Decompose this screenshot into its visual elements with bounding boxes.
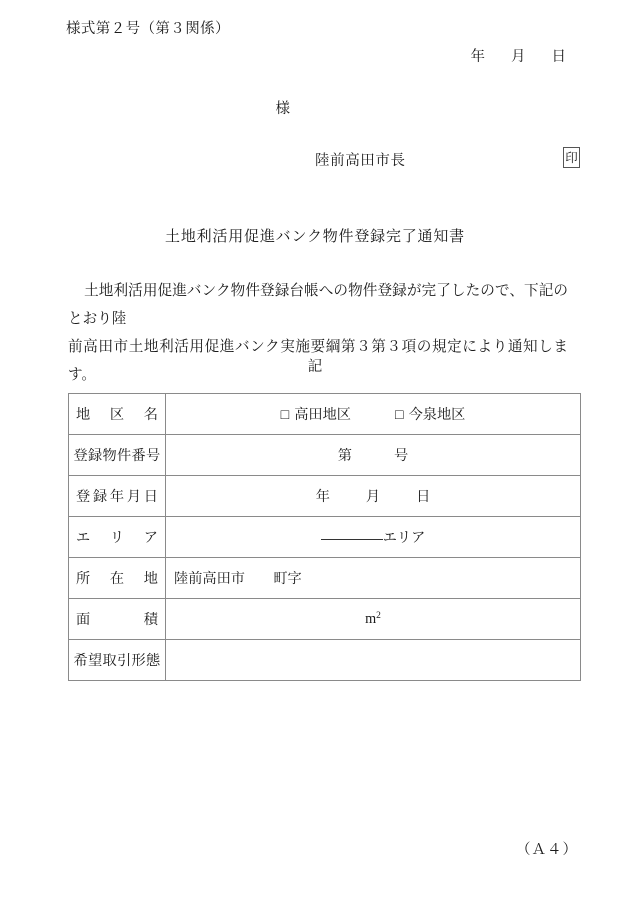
label-chars: 登録物件番号 [73,448,161,464]
document-title: 土地利活用促進バンク物件登録完了通知書 [165,229,465,245]
row-label-district [69,394,166,435]
number-prefix: 第 [337,448,352,464]
paper-size-label: （Ａ４） [516,842,578,858]
seal-box-icon: 印 [563,147,580,168]
table-row-registration-date [69,476,581,517]
row-value-district [166,394,581,435]
row-value-registration-number [166,435,581,476]
row-label-area-zone [69,517,166,558]
row-label-registration-date [69,476,166,517]
table-row-size [69,599,581,640]
row-label-transaction-type [69,640,166,681]
property-registration-table [68,393,581,681]
label-char: 登 [76,489,91,505]
label-chars [76,568,158,588]
date-year: 年 [470,49,485,65]
row-label-registration-number [69,435,166,476]
label-char: ア [143,530,158,546]
size-unit-superscript: 2 [376,610,381,621]
row-value-size [166,599,581,640]
date-month: 月 [511,49,526,65]
date-day: 日 [551,49,566,65]
label-char: 区 [109,407,125,423]
label-char: 在 [109,571,125,587]
label-char: 録 [92,489,108,505]
table-row-location [69,558,581,599]
area-zone-blank[interactable] [321,539,383,540]
body-line-2: 前高田市土地利活用促進バンク実施要綱第３第３項の規定により通知します。 [68,339,568,383]
number-suffix: 号 [394,448,409,464]
body-line-1 [68,277,568,333]
label-chars [76,404,158,424]
checkbox-imaizumi-label: 今泉地区 [408,407,466,423]
row-label-size [69,599,166,640]
row-label-location [69,558,166,599]
label-char: 地 [76,407,91,423]
row-value-location: 陸前高田市 町字 [166,558,581,599]
label-char: 名 [143,407,158,423]
label-chars [76,609,158,629]
row-value-transaction-type[interactable] [166,640,581,681]
label-char: リ [109,530,125,546]
label-char: 月 [126,489,142,505]
label-chars: 希望取引形態 [73,653,161,669]
label-char: 面 [76,612,91,628]
table-row-registration-number [69,435,581,476]
reg-date-day: 日 [416,489,431,505]
issuer-name: 陸前高田市長 [315,153,406,169]
size-unit: m [365,610,377,627]
reg-date-month: 月 [365,489,381,505]
label-char: エ [76,530,91,546]
label-char: 日 [143,489,158,505]
label-chars [76,527,158,547]
table-row-district [69,394,581,435]
label-chars [76,486,158,506]
label-char: 所 [76,571,91,587]
checkbox-takata-label: 高田地区 [294,407,351,423]
ki-mark: 記 [307,359,323,375]
checkbox-takata-icon[interactable]: □ [280,407,290,423]
checkbox-imaizumi-icon[interactable]: □ [395,407,404,423]
body-line-1-text: 土地利活用促進バンク物件登録台帳への物件登録が完了したので、下記のとおり陸 [68,283,568,327]
label-char: 年 [109,489,125,505]
row-value-area-zone [166,517,581,558]
label-char: 積 [143,612,158,628]
form-number: 様式第２号（第３関係） [66,21,230,37]
reg-date-year: 年 [315,489,330,505]
table-row-transaction-type [69,640,581,681]
addressee-honorific: 様 [275,101,290,117]
issuer-row [315,148,580,174]
row-value-registration-date [166,476,581,517]
area-zone-suffix: エリア [382,530,426,546]
label-char: 地 [143,571,158,587]
date-line [0,45,566,66]
table-row-area-zone [69,517,581,558]
